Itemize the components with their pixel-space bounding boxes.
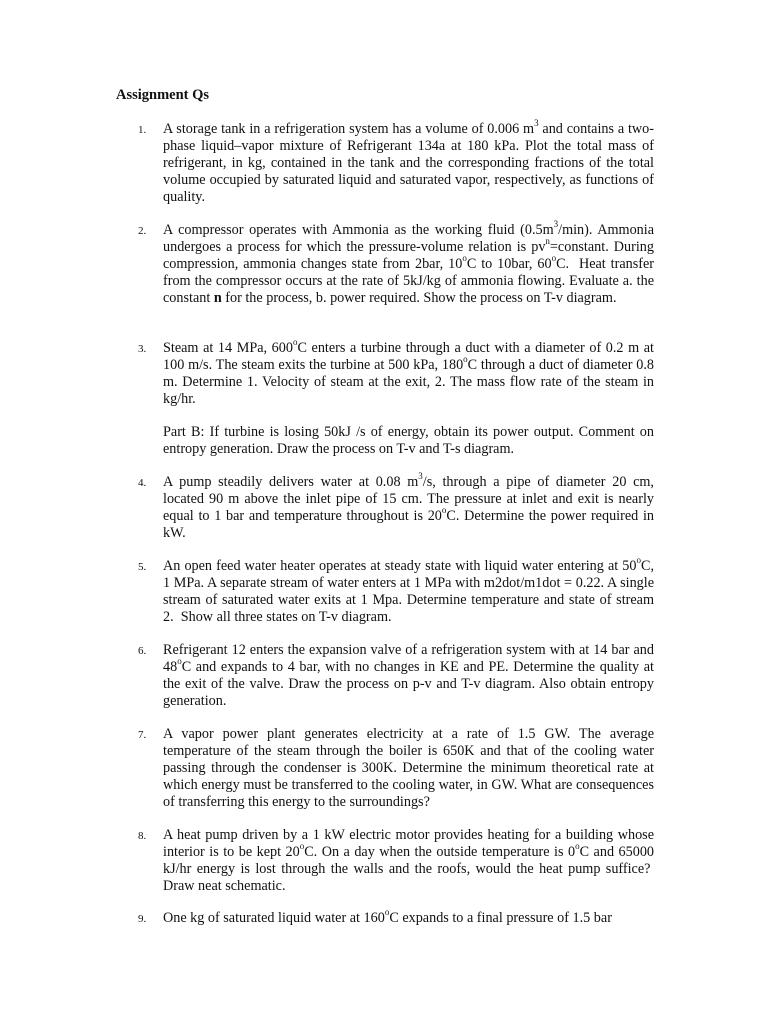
question-body bbox=[163, 555, 654, 626]
question-number: 9. bbox=[138, 913, 147, 925]
question-number: 2. bbox=[138, 225, 147, 237]
question-8 bbox=[138, 827, 654, 895]
question-number: 8. bbox=[138, 830, 147, 842]
question-1 bbox=[138, 118, 654, 206]
question-number: 6. bbox=[138, 645, 147, 657]
question-text: A heat pump driven by a 1 kW electric motor provides heating for a building whose interior is to be kept 20$^o$C. On a day when the outside temperature is 0$^o$C and 65000 kJ/hr energy is lost through the walls and the roofs, would the heat pump suffice? Draw neat schematic. bbox=[163, 827, 655, 894]
question-text: A pump steadily delivers water at 0.08 $m^3/s$, through a pipe of diameter 20 cm, located 90 m above the inlet pipe of 15 cm. The pressure at inlet and exit is nearly equal to 1 bar and temperature throughout is 20$^o$C. Determine the power required in kW. bbox=[163, 471, 654, 541]
question-number: 7. bbox=[138, 729, 147, 741]
question-2 bbox=[138, 219, 655, 307]
question-number: 4. bbox=[138, 477, 147, 489]
question-text: An open feed water heater operates at steady state with liquid water entering at 50$^o$C, 1 MPa. A separate stream of water enters at 1 MPa with m2dot/m1dot = 0.22. A single stream of saturated water exits at 1 Mpa. Determine temperature and state of stream 2. Show all three states on T-v diagram. bbox=[163, 555, 654, 625]
question-body bbox=[163, 118, 654, 206]
question-body bbox=[163, 907, 654, 927]
question-6 bbox=[138, 642, 654, 710]
question-number: 5. bbox=[138, 561, 147, 573]
question-text: A compressor operates with Ammonia as the working fluid $(0.5m^3/\min)$. Ammonia undergoes a process for which the pressure-volume relation is $pv^n=constant$. During compression, ammonia changes state from 2bar, 10$^o$C to 10bar, 60$^o$C. Heat transfer from the compressor occurs at the rate of 5kJ/kg of ammonia flowing. Evaluate a. the constant n for the process, b. power required. Show the process on T-v diagram. bbox=[163, 219, 655, 306]
question-number: 3. bbox=[138, 343, 147, 355]
question-text: One kg of saturated liquid water at 160$^o$C expands to a final pressure of 1.5 bar bbox=[163, 907, 612, 926]
question-3 bbox=[138, 337, 654, 458]
question-body bbox=[163, 219, 655, 307]
question-text: Refrigerant 12 enters the expansion valve of a refrigeration system with at 14 bar and 48$^o$C and expands to 4 bar, with no changes in KE and PE. Determine the quality at the exit of the valve. Draw the process on p-v and T-v diagram. Also obtain entropy generation. bbox=[163, 642, 654, 709]
question-9 bbox=[138, 907, 654, 927]
question-body bbox=[163, 827, 654, 895]
question-body bbox=[163, 471, 654, 542]
question-text: A vapor power plant generates electricity at a rate of 1.5 GW. The average temperature of the steam through the boiler is 650K and that of the cooling water passing through the condenser is 300K. Determine the minimum theoretical rate at which energy must be transferred to the cooling water, in GW. What are consequences of transferring this energy to the surroundings? bbox=[163, 726, 654, 810]
question-text: A storage tank in a refrigeration system has a volume of 0.006 $m^3$ and contains a two-phase liquid–vapor mixture of Refrigerant 134a at 180 kPa. Plot the total mass of refrigerant, in kg, contained in the tank and the corresponding fractions of the total volume occupied by saturated liquid and saturated vapor, respectively, as functions of quality. bbox=[163, 118, 654, 205]
question-number: 1. bbox=[138, 124, 147, 136]
question-body bbox=[163, 642, 654, 710]
question-5 bbox=[138, 555, 654, 626]
question-7 bbox=[138, 726, 654, 811]
page-title: Assignment Qs bbox=[116, 87, 210, 103]
question-text-part-b: Part B: If turbine is losing 50kJ /s of energy, obtain its power output. Comment on entropy generation. Draw the process on T-v and T-s diagram. bbox=[163, 424, 654, 458]
question-text: Steam at 14 MPa, 600$^o$C enters a turbine through a duct with a diameter of 0.2 m at 100 m/s. The steam exits the turbine at 500 kPa, 180$^o$C through a duct of diameter 0.8 m. Determine 1. Velocity of steam at the exit, 2. The mass flow rate of the steam in kg/hr. bbox=[163, 337, 654, 407]
question-body bbox=[163, 726, 654, 811]
question-4 bbox=[138, 471, 654, 542]
question-body bbox=[163, 337, 654, 458]
